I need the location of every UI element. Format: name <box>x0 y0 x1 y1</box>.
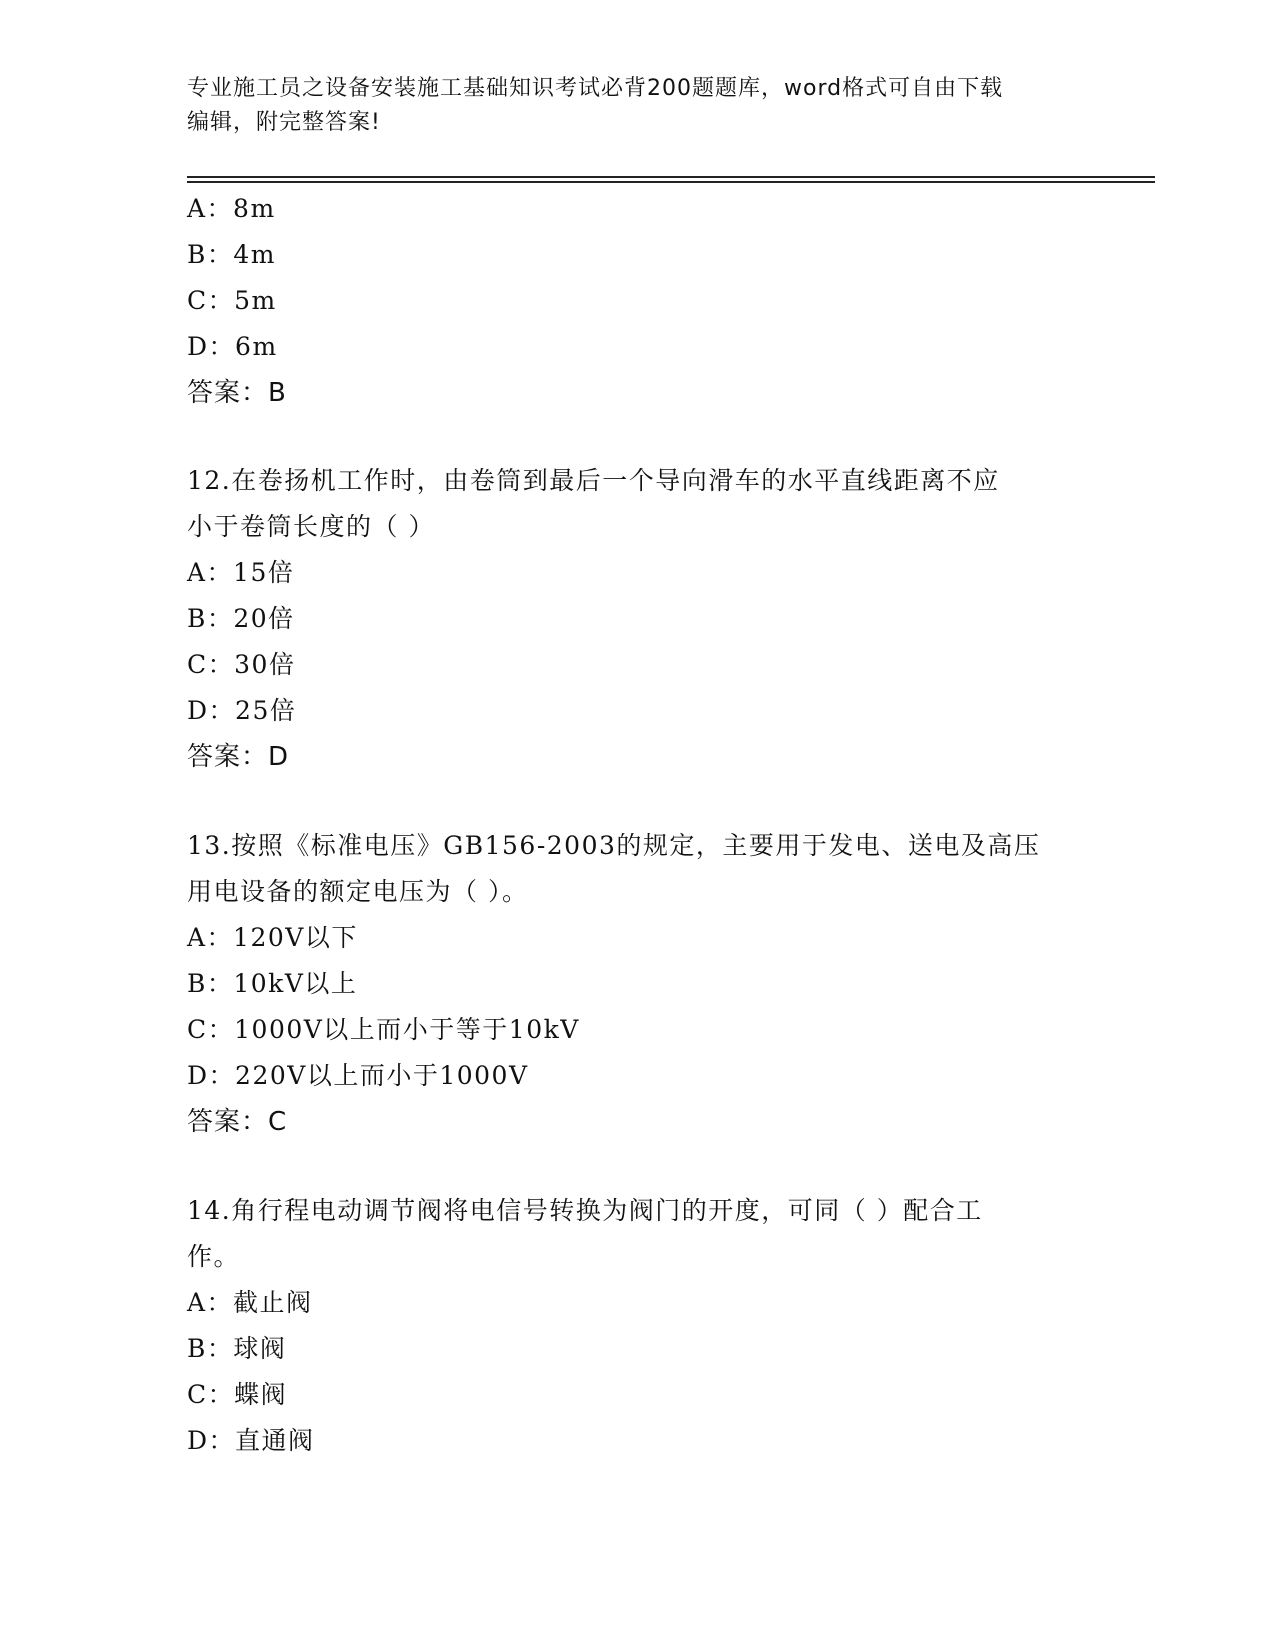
option-c: C：蝶阀 <box>187 1380 288 1409</box>
question-stem-line-1: 14.角行程电动调节阀将电信号转换为阀门的开度，可同（ ）配合工 <box>187 1196 983 1225</box>
option-b: B：10kV以上 <box>187 969 358 998</box>
answer: 答案：D <box>187 742 290 772</box>
header-divider-top <box>187 176 1155 178</box>
question-stem-line-2: 小于卷筒长度的（ ） <box>187 512 435 541</box>
option-d: D：直通阀 <box>187 1426 315 1455</box>
question-stem-line-1: 12.在卷扬机工作时，由卷筒到最后一个导向滑车的水平直线距离不应 <box>187 466 1000 495</box>
question-12 <box>187 458 1087 780</box>
option-b: B：4m <box>187 240 276 269</box>
answer: 答案：C <box>187 1107 288 1137</box>
header-divider-bottom <box>187 181 1155 183</box>
option-d: D：25倍 <box>187 696 297 725</box>
question-11 <box>187 186 1087 416</box>
option-a: A：8m <box>187 194 276 223</box>
option-c: C：5m <box>187 286 277 315</box>
header-line-2: 编辑，附完整答案! <box>187 110 381 135</box>
option-a: A：120V以下 <box>187 923 358 952</box>
question-stem-line-2: 用电设备的额定电压为（ ）。 <box>187 877 529 906</box>
header-line-1: 专业施工员之设备安装施工基础知识考试必背200题题库，word格式可自由下载 <box>187 76 1004 101</box>
option-d: D：6m <box>187 332 278 361</box>
question-14 <box>187 1188 1087 1464</box>
document-header <box>187 72 1067 140</box>
question-13 <box>187 823 1087 1145</box>
question-stem-line-1: 13.按照《标准电压》GB156-2003的规定，主要用于发电、送电及高压 <box>187 831 1041 860</box>
option-a: A：截止阀 <box>187 1288 313 1317</box>
option-d: D：220V以上而小于1000V <box>187 1061 529 1090</box>
option-c: C：30倍 <box>187 650 296 679</box>
option-c: C：1000V以上而小于等于10kV <box>187 1015 580 1044</box>
option-b: B：20倍 <box>187 604 295 633</box>
option-b: B：球阀 <box>187 1334 287 1363</box>
answer: 答案：B <box>187 378 287 408</box>
option-a: A：15倍 <box>187 558 295 587</box>
question-stem-line-2: 作。 <box>187 1242 241 1271</box>
